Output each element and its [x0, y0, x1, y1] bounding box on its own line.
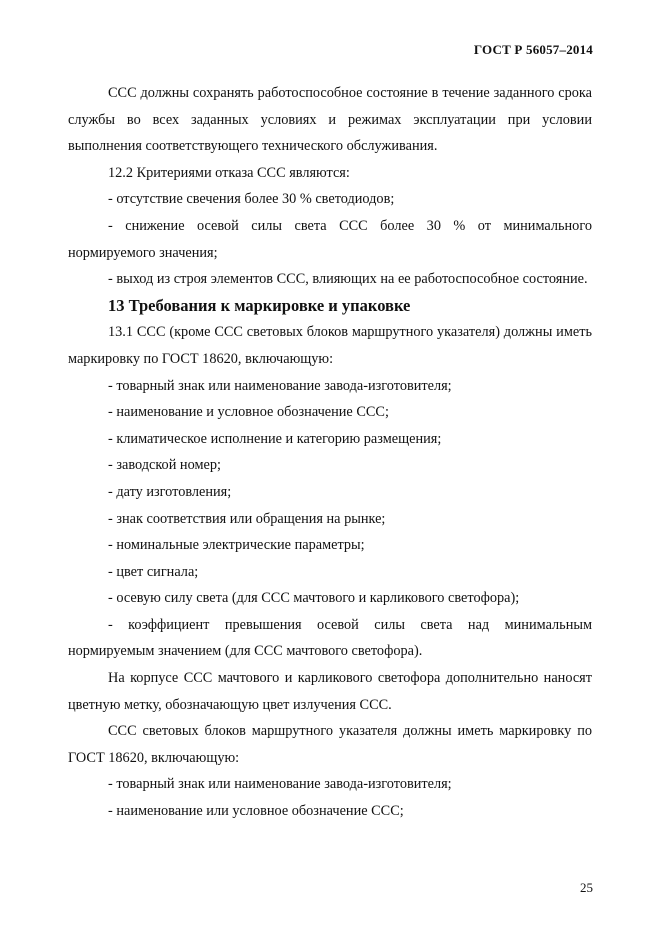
list-item: - наименование или условное обозначение ССС; [108, 803, 404, 820]
list-item: - коэффициент превышения осевой силы света над минимальным нормируемым значением (для ССС мачтового светофора). [68, 616, 592, 660]
list-item: - снижение осевой силы света ССС более 30 % от минимального нормируемого значения; [68, 217, 592, 261]
list-item: - цвет сигнала; [108, 563, 199, 580]
list-item: - знак соответствия или обращения на рынке; [108, 510, 386, 527]
list-item: - дату изготовления; [108, 483, 232, 500]
list-item: - выход из строя элементов ССС, влияющих на ее работоспособное состояние. [108, 271, 588, 288]
page-number: 25 [580, 880, 593, 895]
paragraph-service-life: ССС должны сохранять работоспособное состояние в течение заданного срока службы во всех заданных условиях и режимах эксплуатации при условии выполнения соответствующего технического обслуживания. [68, 85, 592, 155]
document-code-header: ГОСТ Р 56057–2014 [473, 42, 593, 57]
list-item: - заводской номер; [108, 457, 221, 474]
list-item: - климатическое исполнение и категорию размещения; [108, 430, 442, 447]
list-item: - номинальные электрические параметры; [108, 537, 365, 554]
paragraph-route-indicator-marking: ССС световых блоков маршрутного указателя должны иметь маркировку по ГОСТ 18620, включающую: [68, 723, 592, 766]
section-heading: 13 Требования к маркировке и упаковке [108, 295, 411, 315]
list-item: - товарный знак или наименование завода-изготовителя; [108, 377, 452, 394]
document-body [68, 80, 592, 825]
list-item: - отсутствие свечения более 30 % светодиодов; [108, 191, 395, 208]
paragraph-color-mark: На корпусе ССС мачтового и карликового светофора дополнительно наносят цветную метку, обозначающую цвет излучения ССС. [68, 670, 592, 713]
paragraph-failure-criteria-intro: 12.2 Критериями отказа ССС являются: [108, 164, 350, 181]
list-item: - осевую силу света (для ССС мачтового и карликового светофора); [108, 590, 520, 607]
list-item: - товарный знак или наименование завода-изготовителя; [108, 776, 452, 793]
list-item: - наименование и условное обозначение ССС; [108, 404, 389, 421]
paragraph-marking-intro: 13.1 ССС (кроме ССС световых блоков маршрутного указателя) должны иметь маркировку по ГОСТ 18620, включающую: [68, 324, 592, 367]
